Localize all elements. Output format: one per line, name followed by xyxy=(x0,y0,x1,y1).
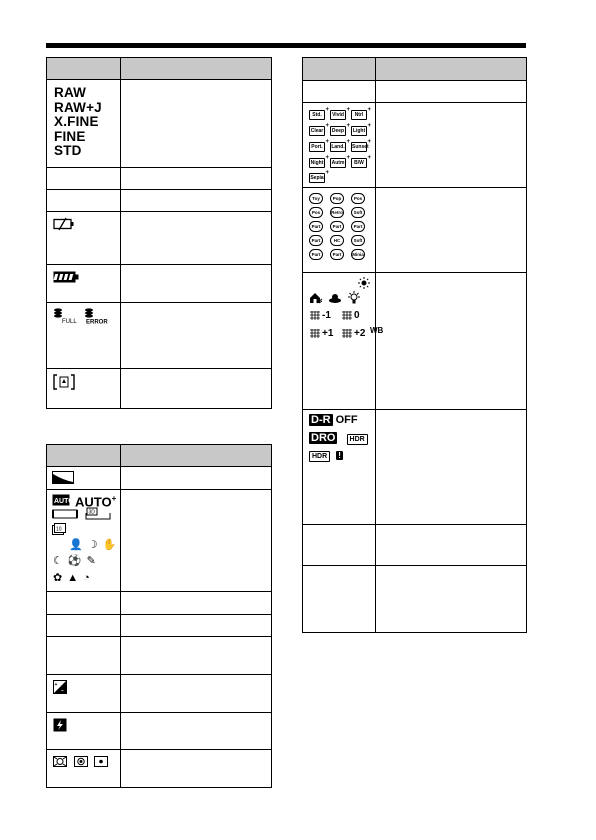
style-portrait-icon: Port. + xyxy=(309,142,325,152)
effect-soft-key-icon: Soft xyxy=(351,207,365,218)
flash-comp-icon xyxy=(53,718,67,732)
effect-part-yellow-icon: Part xyxy=(309,235,323,246)
style-landscape-icon: Land. + xyxy=(330,142,346,152)
flash-comp-row xyxy=(47,712,271,749)
wb-plus1-label: +1 xyxy=(322,328,334,339)
table-header-row xyxy=(303,58,526,80)
buffer-error-icon xyxy=(84,307,116,325)
battery-warning-row xyxy=(47,211,271,264)
svg-text:3D: 3D xyxy=(88,509,95,516)
effect-poster-icon: Pos xyxy=(351,193,365,204)
night-icon: ☾ xyxy=(53,555,68,567)
dro-row xyxy=(303,409,526,524)
style-bw-icon: B/W + xyxy=(351,158,367,168)
night-portrait-icon: 👤 xyxy=(69,539,88,551)
auto-plus-sign: + xyxy=(111,494,117,503)
metering-row xyxy=(47,749,271,787)
svg-text:10: 10 xyxy=(56,526,62,533)
table-header-row xyxy=(47,58,271,79)
format-bracket-icon xyxy=(53,374,75,390)
effect-part-green-icon: Part xyxy=(330,221,344,232)
panorama-icon xyxy=(52,471,74,484)
table-row xyxy=(47,636,271,674)
wb-minus1-label: -1 xyxy=(322,310,331,321)
dro-badge: DRO xyxy=(311,432,336,444)
column-divider xyxy=(120,445,121,787)
hdr-warning-label xyxy=(309,449,343,462)
dr-badge: D-R xyxy=(311,414,331,426)
fluorescent-icon xyxy=(341,329,353,339)
style-clear-icon: Clear + xyxy=(309,126,325,136)
exposure-comp-row xyxy=(47,674,271,712)
macro-icon: ✿ xyxy=(53,572,68,584)
fluorescent-icon xyxy=(309,311,321,321)
battery-empty-icon xyxy=(53,218,75,230)
hdr-warning-icon: ! xyxy=(338,451,341,460)
effect-high-contrast-icon: HC xyxy=(330,235,344,246)
buffer-row xyxy=(47,302,271,368)
effect-toy-icon: Toy xyxy=(309,193,323,204)
landscape-icon: ✎ xyxy=(86,555,101,567)
incandescent-icon xyxy=(347,291,361,305)
style-std-icon: Std. + xyxy=(309,110,325,120)
dro-off-text: OFF xyxy=(335,414,358,426)
cont-priority-icon xyxy=(52,523,66,535)
quality-fine: FINE xyxy=(54,128,86,144)
column-divider xyxy=(120,58,121,408)
style-vivid-icon: Vivid + xyxy=(330,110,346,120)
hdr-auto-badge: HDR xyxy=(347,434,368,445)
svg-text:+: + xyxy=(54,682,58,688)
creative-style-row xyxy=(303,102,526,187)
wb-plus2-label: +2 xyxy=(354,328,366,339)
shade-icon xyxy=(309,292,323,304)
effect-miniature-icon: Minia xyxy=(351,249,365,260)
svg-text:ERROR: ERROR xyxy=(86,319,108,326)
picture-effect-row xyxy=(303,187,526,272)
mountain-icon: ▲ xyxy=(67,572,84,584)
effect-poster-bw-icon: Pos xyxy=(309,207,323,218)
style-autumn-icon: Autm + xyxy=(330,158,346,168)
style-deep-icon: Deep + xyxy=(330,126,346,136)
quality-std: STD xyxy=(54,143,82,158)
effect-soft-focus-icon: Soft xyxy=(351,235,365,246)
style-light-icon: Light + xyxy=(351,126,367,136)
table-row xyxy=(303,80,526,102)
dro-auto-label xyxy=(309,432,368,445)
multi-metering-icon xyxy=(53,756,67,767)
sweep-panorama-icon xyxy=(52,509,78,519)
buffer-full-icon xyxy=(53,307,83,325)
style-neutral-icon: Ntrl + xyxy=(351,110,367,120)
left-table-top xyxy=(46,57,272,409)
night-scene-icon: ☽ xyxy=(87,539,103,551)
effect-part-red-icon: Part xyxy=(309,221,323,232)
scene-icons-row1 xyxy=(69,539,121,551)
svg-text:−: − xyxy=(61,688,64,694)
effect-pop-icon: Pop xyxy=(330,193,344,204)
effect-part-blue-icon: Part xyxy=(351,221,365,232)
handheld-twilight-icon: ✋ xyxy=(102,539,122,551)
exposure-comp-icon xyxy=(53,680,67,694)
scene-icons-row2 xyxy=(53,555,101,567)
center-metering-icon xyxy=(74,756,88,767)
shooting-mode-row xyxy=(47,466,271,489)
table-row xyxy=(303,524,526,565)
daylight-icon xyxy=(358,277,370,289)
fluorescent-icon xyxy=(309,329,321,339)
effect-part-b-icon: Part xyxy=(330,249,344,260)
svg-text:FULL: FULL xyxy=(62,319,77,325)
battery-full-icon xyxy=(53,271,79,283)
hdr-badge: HDR xyxy=(309,451,330,462)
effect-retro-icon: Retro xyxy=(330,207,344,218)
quality-row xyxy=(47,79,271,167)
wb-zero-label: 0 xyxy=(354,310,360,321)
svg-text:AUTO: AUTO xyxy=(54,498,74,505)
quality-list xyxy=(54,86,102,159)
auto-icon xyxy=(52,494,74,506)
table-row xyxy=(47,189,271,211)
spot-metering-icon xyxy=(94,756,108,767)
scene-mode-row xyxy=(47,489,271,591)
quality-raw-j: RAW+J xyxy=(54,99,102,115)
dr-off-label xyxy=(309,414,358,426)
table-header-row xyxy=(47,445,271,466)
quality-xfine: X.FINE xyxy=(54,114,99,129)
column-divider xyxy=(375,58,376,632)
sports-icon: ⚽ xyxy=(67,555,87,567)
table-row xyxy=(47,591,271,614)
3d-panorama-icon xyxy=(85,507,111,520)
style-sepia-icon: Sepia + xyxy=(309,173,325,183)
effect-part-a-icon: Part xyxy=(309,249,323,260)
cloudy-icon xyxy=(328,293,342,303)
style-sunset-icon: Sunset + xyxy=(351,142,367,152)
table-row xyxy=(47,614,271,636)
table-row xyxy=(47,167,271,189)
battery-level-row xyxy=(47,264,271,302)
scene-icons-row3 xyxy=(53,572,95,584)
style-night-icon: Night + xyxy=(309,158,325,168)
auto-plus-text: AUTO xyxy=(75,494,112,510)
top-rule xyxy=(46,43,526,48)
left-table-bottom xyxy=(46,444,272,788)
white-balance-row xyxy=(303,272,526,409)
format-row xyxy=(47,368,271,408)
fluorescent-icon xyxy=(341,311,353,321)
sunset-icon: ◔ xyxy=(83,572,95,584)
table-row xyxy=(303,565,526,632)
right-table xyxy=(302,57,527,633)
quality-raw: RAW xyxy=(54,85,87,100)
wb-flash-label: WB xyxy=(370,326,384,335)
